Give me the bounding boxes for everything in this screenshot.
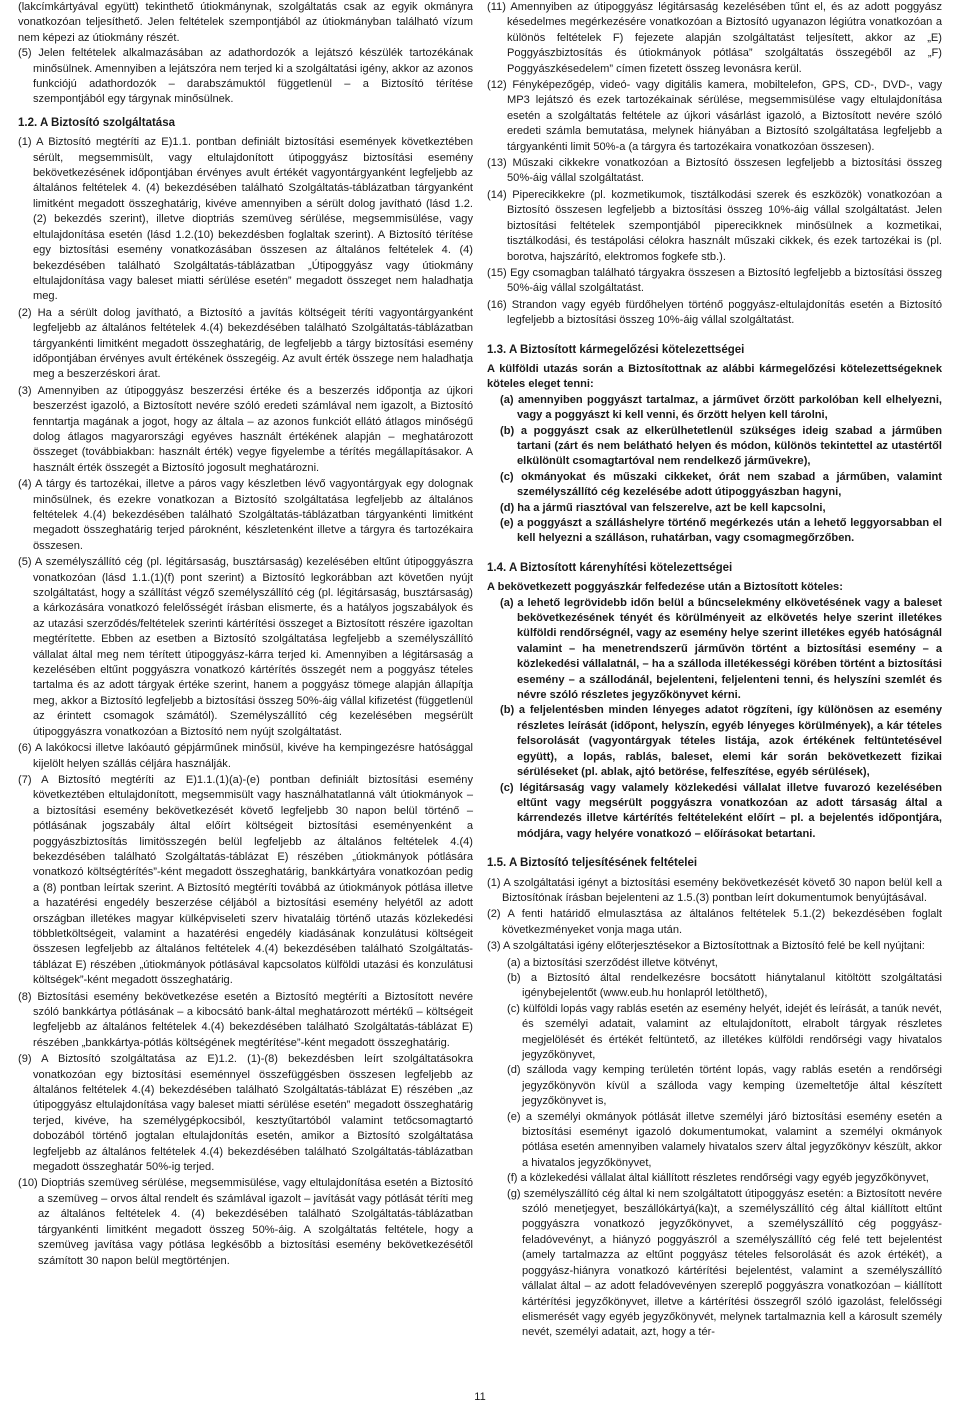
page-number: 11 <box>474 1391 486 1403</box>
paragraph-1-2-12: (12) Fényképezőgép, videó- vagy digitális kamera, mobiltelefon, GPS, CD-, DVD-, vagy MP3 lejátszó és ezek tartozékainak sérülése, megsemmisülése vagy eltulajdonítása esetén a szolgáltatás feltétele az újkori vásárlást igazoló, a Biztosított nevére szóló eredeti számla bemutatása, melynek hiányában a Biztosító szolgáltatása legfeljebb a tárgyankénti limit 50%-a (a tárgyra és tartozékaira vonatkozóan összesen). <box>487 79 942 153</box>
item-1-4-c: (c) légitársaság vagy valamely közlekedési vállalat illetve fuvarozó kezelésében eltűnt vagy megsérült poggyászra vonatkozóan az adott társaság által a kárrendezés illetve kártérítés feltételeként előírt – pl. a bejelentés időpontjára, módjára, vagy helyére vonatkozó – előírásokat betartani. <box>500 781 942 840</box>
paragraph-1-5-1: (1) A szolgáltatási igényt a biztosítási esemény bekövetkezését követő 30 napon belül kell a Biztosítónak írásban bejelenteni az 1.5.(3) pontban leírt dokumentumok benyújtásával. <box>487 876 942 904</box>
item-1-4-a: (a) a lehető legrövidebb időn belül a bűncselekmény elkövetésének vagy a baleset bekövetkezésének tényét és körülményeit az elkövetés helye szerint illetékes külföldi rendőrségnél, vagy az esemény helye szerint illetékes egyéb hatóságnál valamint – ha menetrendszerű járművön történt a biztosítási esemény – a közlekedési vállalatnál, – ha a szálloda illetékességi körében történt a biztosítási esemény – a szállodánál, bejelenteni, feljelenteni tenni, és helyszíni szemlét és névre szóló részletes jegyzőkönyvet kérni. <box>500 596 942 702</box>
left-column <box>18 0 473 1270</box>
item-1-5-d: (d) szálloda vagy kemping területén történt lopás, vagy rablás esetén a rendőrségi jegyzőkönyvön kívül a szálloda vagy kemping üzemeltetője által készített jegyzőkönyvet is, <box>507 1064 942 1108</box>
paragraph-1-2-1: (1) A Biztosító megtéríti az E)1.1. pontban definiált biztosítási események következtében sérült, megsemmisült, vagy eltulajdonított útipoggyász biztosítási esemény bekövetkezésének időpontjában érvényes avult értékét vagyontárgyanként legfeljebb az általános feltételek 4. (4) bekezdésében található Szolgáltatás-táblázatban tárgyanként limitként megadott összeghatárig, kivéve amennyiben a sérült dolog javítható (lásd 1.2.(2) bekezdés szerint), illetve dioptriás szemüveg sérülése, megsemmisülése, vagy eltulajdonítása esetén (lásd 1.2.(10) bekezdésben foglaltak szerint). A Biztosító térítése egy biztosítási esemény vonatkozásában összesen az általános feltételek 4. (4) bekezdésében található Szolgáltatás-táblázatban „Útipoggyász vagy útiokmány eltulajdonítása vagy baleset miatti sérülése esetén” megadott összeget nem haladhatja meg. <box>18 136 473 303</box>
paragraph-1-5-3: (3) A szolgáltatási igény előterjesztésekor a Biztosítottnak a Biztosító felé be kell nyújtani: <box>487 940 925 953</box>
paragraph-intro: (lakcímkártyával együtt) tekinthető útiokmánynak, szolgáltatás csak az egyik okmányra vonatkozóan teljesíthető. Jelen feltételek szempontjából az útiokmányban található vízum nem képezi az útiokmány részét. <box>18 1 473 44</box>
paragraph-1-2-11: (11) Amennyiben az útipoggyász légitársaság kezelésében tűnt el, és az adott poggyász késedelmes megérkezésére vonatkozóan a Biztosító ugyanazon légiútra vonatkozóan a különös feltételek F) fejezete alapján szolgáltatást teljesített, akkor az „E) Poggyászbiztosítás és útiokmányok pótlása” szolgáltatás összegéből az „F) Poggyászkésedelem” címen fizetett összeg levonásra kerül. <box>487 1 942 75</box>
paragraph-1-2-4: (4) A tárgy és tartozékai, illetve a páros vagy készletben lévő vagyontárgyak egy dolognak minősülnek, és ezekre vonatkozan a Biztosító szolgáltatása legfeljebb az általános feltételek 4.(4) bekezdésében található Szolgáltatás-táblázatban tárgyankénti limitként megadott összeghatárig terjed pároknént, készletenként illetve a tárgyra és tartozékaira összesen. <box>18 478 473 552</box>
item-1-3-d: (d) ha a jármű riasztóval van felszerelve, azt be kell kapcsolni, <box>500 501 826 514</box>
item-1-4-b: (b) a feljelentésben minden lényeges adatot rögzíteni, így különösen az esemény részletes leírását (időpont, helyszín, egyéb lényeges körülmények), a kár tételes felsorolását (vagyontárgyak tételes listája, azok értékének feltüntetésével együtt), a lopás, rablás, baleset, elemi kár során bekövetkezett fizikai sérüléseket (pl. ablak, ajtó betörése, felfeszítése, egyéb sérülések), <box>500 704 942 779</box>
section-heading-1-2: 1.2. A Biztosító szolgáltatása <box>18 116 175 129</box>
section-1-3-lead: A külföldi utazás során a Biztosítottnak az alábbi kármegelőzési kötelezettségeknek köteles eleget tenni: <box>487 362 942 391</box>
item-1-5-f: (f) a közlekedési vállalat által kiállított részletes rendőrségi vagy egyéb jegyzőkönyvet, <box>507 1172 929 1185</box>
section-1-4-lead: A bekövetkezett poggyászkár felfedezése után a Biztosított köteles: <box>487 581 843 594</box>
paragraph-1-2-6: (6) A lakókocsi illetve lakóautó gépjárműnek minősül, kivéve ha kempingezésre hatósággal kijelölt helyen szállás céljára használják. <box>18 742 473 770</box>
paragraph-1-2-2: (2) Ha a sérült dolog javítható, a Biztosító a javítás költségeit téríti vagyontárgyanként legfeljebb az általános feltételek 4.(4) bekezdésében található Szolgáltatás-táblázatban tárgyankénti limitként megadott összeghatárig, de legfeljebb a tárgy biztosítási esemény időpontjában érvényes avult értékének összegéig. Az avult érték összege nem haladhatja meg a beszerzéskori árat. <box>18 306 473 381</box>
section-heading-1-4: 1.4. A Biztosított kárenyhítési kötelezettségei <box>487 561 733 574</box>
item-1-5-g: (g) személyszállító cég által ki nem szolgáltatott útipoggyász esetén: a Biztosított nevére szóló menetjegyet, beszállókártyá(ka)t, a személyszállító cég által kiállított eltűnt poggyászra vonatkozó jegyzőkönyvet, a személyszállító cég poggyász-feladóvevényt, a hiányzó poggyászról a személyszállító cég felé tett bejelentést (amely tartalmazza az eltűnt poggyász tételes felsorolását és azok értékét), a poggyász-hiányra vonatkozó kártérítési bejelentést, valamint a személyszállító vállalat által – az adott feladóvevényen szereplő poggyászra vonatkozóan – kiállított kártérítési jegyzőkönyvet, illetve a kártérítési összegről szóló igazolást, felelősségi elismerését vagy egyéb jegyzőkönyvét, melynek tartalmaznia kell a károsult személy nevét, személyi adatait, azt, hogy a tér- <box>507 1187 942 1339</box>
paragraph-1-2-14: (14) Piperecikkekre (pl. kozmetikumok, tisztálkodási szerek és eszközök) vonatkozóan a Biztosító összesen legfeljebb a biztosítási összeg 10%-áig vállal szolgáltatást. Jelen biztosítási feltételek szempontjából piperecikknek minősülnek a kozmetikai, tisztálkodási, és testápolási célokra használt műszaki cikkek, és ezek tartozékai is (pl. borotva, hajszárító, elektromos fogkefe stb.). <box>487 188 942 263</box>
section-heading-1-3: 1.3. A Biztosított kármegelőzési kötelezettségei <box>487 343 745 356</box>
paragraph-1-2-16: (16) Strandon vagy egyéb fürdőhelyen történő poggyász-eltulajdonítás esetén a Biztosító legfeljebb a biztosítási összeg 10%-áig vállal szolgáltatást. <box>487 298 942 327</box>
item-1-5-b: (b) a Biztosító által rendelkezésre bocsátott hiánytalanul kitöltött szolgáltatási igénybejelentőt (www.eub.hu honlapról letölthető), <box>507 971 942 1000</box>
paragraph-1-5-2: (2) A fenti határidő elmulasztása az általános feltételek 5.1.(2) bekezdésében foglalt következményeket vonja maga után. <box>487 908 942 936</box>
paragraph-1-2-5: (5) A személyszállító cég (pl. légitársaság, busztársaság) kezelésében eltűnt útipoggyászra vonatkozóan (lásd 1.1.(1)(f) pont szerint) a Biztosító legkorábban azt követően nyújt szolgáltatást, hogy a szállítást végző személyszállító cég (pl. légitársaság, busztársaság) a kárkozására vonatkozó felelősségét írásban elismerte, és a hatályos jogszabályok és az utazási szerződés/feltételek szerinti kártérítési összeget a Biztosított részére igazoltan megtérítette. Ebben az esetben a Biztosító szolgáltatása legfeljebb a személyszállító vállalat által meg nem térített útipoggyász-kárra terjed ki. Amennyiben a légitársaság a kezelésében eltűnt poggyászra vonatkozó kártérítés összegét nem a poggyász tételes tartalma és az adott tárgyak értéke szerint, hanem a poggyász tömege alapján állapítja meg, akkor a Biztosító legfeljebb a biztosítási összeg 50%-áig vállal kifizetést (függetlenül az érintett csomagok számától). Személyszállító cég kezelésében megsérült útipoggyászra vonatkozóan a Biztosító nem nyújt szolgáltatást. <box>18 556 473 738</box>
section-heading-1-5: 1.5. A Biztosító teljesítésének feltételei <box>487 857 698 870</box>
paragraph-1-2-15: (15) Egy csomagban található tárgyakra összesen a Biztosító legfeljebb a biztosítási összeg 50%-áig vállal szolgáltatást. <box>487 266 942 295</box>
right-column <box>487 0 942 1341</box>
item-1-5-c: (c) külföldi lopás vagy rablás esetén az esemény helyét, idejét és leírását, a tanúk nevét, és személyi adatait, valamint az eltulajdonított, elrabolt tárgyak részletes megjelölését és értékét feltüntető, az illetékes külföldi rendőrségi vagy hivatalos jegyzőkönyvet, <box>507 1002 942 1061</box>
item-1-5-a: (a) a biztosítási szerződést illetve kötvényt, <box>507 956 718 969</box>
item-1-3-c: (c) okmányokat és műszaki cikkeket, órát nem szabad a járműben, valamint személyszállító cég kezelésébe adott útipoggyászban hagyni, <box>500 470 942 499</box>
paragraph-1-2-13: (13) Műszaki cikkekre vonatkozóan a Biztosító összesen legfeljebb a biztosítási összeg 50%-áig vállal szolgáltatást. <box>487 157 942 185</box>
paragraph-1-2-9: (9) A Biztosító szolgáltatása az E)1.2. (1)-(8) bekezdésben leírt szolgáltatásokra vonatkozóan egy biztosítási eseménnyel összefüggésben összesen legfeljebb az általános feltételek 4.(4) bekezdésében található Szolgáltatás-táblázat E) részében „az útipoggyász eltulajdonítása vagy baleset miatti sérülése esetén” megadott összeghatárig terjed, kivéve, ha személygépkocsiból, kesztyűtartóból valamint tetőcsomagtartó dobozából történő jogtalan eltulajdonítás esetén, amikor a Biztosító szolgáltatása legfeljebb az általános feltételek 4.(4) bekezdésében található Szolgáltatás-táblázatban megadott összeghatár 50%-ig terjed. <box>18 1053 473 1174</box>
item-1-5-e: (e) a személyi okmányok pótlását illetve személyi járó biztosítási esemény esetén a biztosítási eseményt igazoló dokumentumokat, valamint a személyi okmányok pótlása esetén amennyiben valamely hivatalos szerv által jegyzőkönyv készült, akkor a hivatalos jegyzőkönyvet, <box>507 1110 942 1169</box>
item-1-3-e: (e) a poggyászt a szálláshelyre történő megérkezés után a lehető leggyorsabban el kell helyezni a szálláson, ruhatárban, vagy csomagmegőrzőben. <box>500 517 942 545</box>
paragraph-1-2-7: (7) A Biztosító megtéríti az E)1.1.(1)(a)-(e) pontban definiált biztosítási esemény következtében eltulajdonított, megsemmisült vagy használhatatlanná vált útiokmányok – a biztosítási esemény bekövetkezését követő legfeljebb 30 napon belül történő – pótlásának jogszabály által előírt költségeit biztosítási eseményenként a poggyászbiztosítás limitösszegén belül legfeljebb az általános feltételek 4.(4) bekezdésében található Szolgáltatás-táblázat E) részében „útiokmányok pótlására vonatkozó költségtérítés”-ként megadott összeghatárig, bankkártyára vonatkozóan pedig a (8) pontban leírtak szerint. A Biztosító megtéríti továbbá az útiokmányok pótlása illetve a hazatérési engedély beszerzése céljából a biztosítási esemény helyétől az adott országban illetékes magyar külképviseleti szerv hivataláig történő utazás közlekedési többletköltségeit, valamint a hazatérési engedély kiadásának konzulátusi költségeit összesen legfeljebb az általános feltételek 4.(4) bekezdésében található Szolgáltatás-táblázat E) részében „útiokmányok pótlásával kapcsolatos külföldi utazási és konzulátusi költségek”-ként megadott összeghatárig. <box>18 773 473 987</box>
paragraph-1-2-8: (8) Biztosítási esemény bekövetkezése esetén a Biztosító megtéríti a Biztosított nevére szóló bankkártya pótlásának – a kibocsátó bank-által meghatározott mértékű – költségeit legfeljebb az általános feltételek 4.(4) bekezdésében található Szolgáltatás-táblázat E) részében „bankkártya-pótlás költségének megtérítése”-ként megadott összeghatárig. <box>18 990 473 1049</box>
paragraph-5: (5) Jelen feltételek alkalmazásában az adathordozók a lejátszó készülék tartozékának minősülnek. Amennyiben a lejátszóra nem terjed ki a szolgáltatási igény, akkor az azonos funkciójú adathordozók – darabszámuktól függetlenül – a Biztosító térítése szempontjából egy tárgynak minősülnek. <box>18 47 473 106</box>
paragraph-1-2-3: (3) Amennyiben az útipoggyász beszerzési értéke és a beszerzés időpontja az újkori beszerzést igazoló, a Biztosított nevére szóló eredeti számlával nem igazolt, a Biztosító fenntartja magának a jogot, hogy az általa – az azonos funkciót ellátó átlagos minőségű dolog átlagos magyarországi egyéves használt értékének alapján – meghatározott összeget (továbbiakban: használt érték) vegye figyelembe a térítés megállapításakor. A használt érték összegét a Biztosító jogosult meghatározni. <box>18 384 473 474</box>
item-1-3-a: (a) amennyiben poggyászt tartalmaz, a járművet őrzött parkolóban kell elhelyezni, vagy a poggyászt ki kell venni, és őrzött helyen kell tárolni, <box>500 393 942 422</box>
paragraph-1-2-10: (10) Dioptriás szemüveg sérülése, megsemmisülése, vagy eltulajdonítása esetén a Biztosító a szemüveg – orvos által rendelt és számlával igazolt – javítását vagy pótlását téríti meg az általános feltételek 4. (4) bekezdésében található Szolgáltatás-táblázatban tárgyankénti limitként megadott összeg 50%-áig. A szolgáltatás feltétele, hogy a szemüveg javítása vagy pótlása legkésőbb a biztosítási esemény bekövetkezésétől számított 30 napon belül megtörténjen. <box>18 1177 473 1267</box>
item-1-3-b: (b) a poggyászt csak az elkerülhetetlenül szükséges ideig szabad a járműben tartani (zárt és nem belátható helyen és módon, különös tekintettel az utastértől elkülönült csomagtartóval nem rendelkező járművekre), <box>500 424 942 468</box>
